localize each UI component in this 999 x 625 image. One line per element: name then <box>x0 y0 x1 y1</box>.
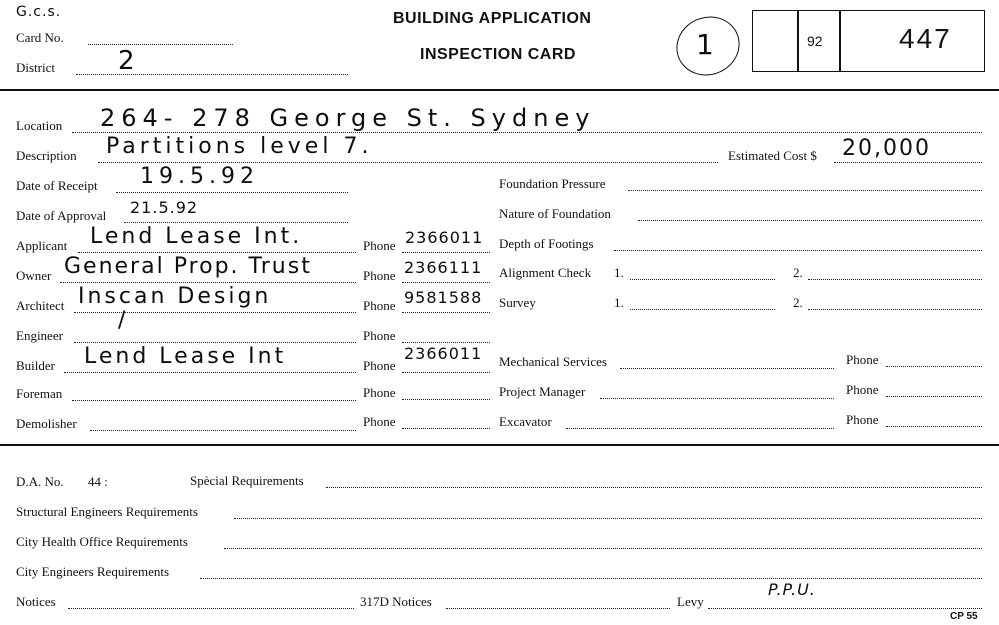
applicant-phone-value: 2366011 <box>405 228 484 247</box>
approval-value: 21.5.92 <box>130 198 199 217</box>
da-no-label: D.A. No. <box>16 474 64 489</box>
alignment-num-2: 2. <box>793 265 803 280</box>
survey-2-field[interactable] <box>808 309 982 310</box>
architect-phone-label: Phone <box>363 298 396 313</box>
alignment-check-1-field[interactable] <box>630 279 775 280</box>
engineer-label: Engineer <box>16 328 63 343</box>
card-number-box <box>752 10 985 72</box>
architect-value: Inscan Design <box>78 284 272 309</box>
structural-requirements-field[interactable] <box>234 518 982 519</box>
notices-label: Notices <box>16 594 56 609</box>
project-manager-phone-field[interactable] <box>886 396 982 397</box>
engineers-requirements-label: City Engineers Requirements <box>16 564 170 579</box>
builder-phone-field[interactable] <box>402 372 490 373</box>
levy-label: Levy <box>677 594 704 609</box>
box-divider <box>797 11 799 71</box>
survey-num-2: 2. <box>793 295 803 310</box>
excavator-label: Excavator <box>499 414 552 429</box>
applicant-phone-label: Phone <box>363 238 396 253</box>
project-manager-label: Project Manager <box>499 384 586 399</box>
form-subtitle: INSPECTION CARD <box>420 46 576 63</box>
architect-phone-value: 9581588 <box>404 288 483 307</box>
card-no-field[interactable] <box>88 44 233 45</box>
engineer-phone-label: Phone <box>363 328 396 343</box>
district-label: District <box>16 60 55 75</box>
owner-phone-label: Phone <box>363 268 396 283</box>
foreman-label: Foreman <box>16 386 63 401</box>
project-manager-field[interactable] <box>600 398 834 399</box>
builder-phone-value: 2366011 <box>404 344 483 363</box>
description-value: Partitions level 7. <box>106 134 373 159</box>
location-value: 264- 278 George St. Sydney <box>100 104 596 132</box>
engineer-value: / <box>118 308 128 333</box>
district-value: 2 <box>118 46 137 76</box>
survey-label: Survey <box>499 295 536 310</box>
da-no-value: 44 : <box>88 474 108 489</box>
estimated-cost-field[interactable] <box>834 162 982 163</box>
depth-footings-label: Depth of Footings <box>499 236 594 251</box>
excavator-field[interactable] <box>566 428 834 429</box>
alignment-check-2-field[interactable] <box>808 279 982 280</box>
mechanical-field[interactable] <box>620 368 834 369</box>
survey-num-1: 1. <box>614 295 624 310</box>
demolisher-field[interactable] <box>90 430 356 431</box>
description-label: Description <box>16 148 77 163</box>
notices-317d-label: 317D Notices <box>360 594 432 609</box>
owner-value: General Prop. Trust <box>64 254 312 279</box>
builder-value: Lend Lease Int <box>84 344 287 369</box>
owner-field[interactable] <box>60 282 356 283</box>
approval-label: Date of Approval <box>16 208 107 223</box>
engineers-requirements-field[interactable] <box>200 578 982 579</box>
architect-field[interactable] <box>74 312 356 313</box>
nature-foundation-label: Nature of Foundation <box>499 206 611 221</box>
levy-value: P.P.U. <box>768 580 816 599</box>
architect-phone-field[interactable] <box>402 312 490 313</box>
nature-foundation-field[interactable] <box>638 220 982 221</box>
excavator-phone-label: Phone <box>846 412 879 427</box>
applicant-label: Applicant <box>16 238 68 253</box>
card-no-label: Card No. <box>16 30 64 45</box>
box-divider <box>839 11 841 71</box>
form-title: BUILDING APPLICATION <box>393 10 592 27</box>
depth-footings-field[interactable] <box>614 250 982 251</box>
architect-label: Architect <box>16 298 65 313</box>
description-field[interactable] <box>98 162 718 163</box>
gcs-handwritten-note: G.c.s. <box>16 4 62 20</box>
foreman-phone-field[interactable] <box>402 399 490 400</box>
box-number: 447 <box>899 23 952 54</box>
mechanical-phone-label: Phone <box>846 352 879 367</box>
applicant-value: Lend Lease Int. <box>90 224 303 249</box>
project-manager-phone-label: Phone <box>846 382 879 397</box>
approval-field[interactable] <box>124 222 348 223</box>
receipt-label: Date of Receipt <box>16 178 98 193</box>
district-field[interactable] <box>76 74 348 75</box>
form-code: CP 55 <box>950 611 978 622</box>
excavator-phone-field[interactable] <box>886 426 982 427</box>
demolisher-phone-label: Phone <box>363 414 396 429</box>
demolisher-phone-field[interactable] <box>402 428 490 429</box>
circled-mark-value: 1 <box>696 28 716 61</box>
owner-label: Owner <box>16 268 52 283</box>
foundation-pressure-label: Foundation Pressure <box>499 176 606 191</box>
engineer-phone-field[interactable] <box>402 342 490 343</box>
levy-field[interactable] <box>708 608 982 609</box>
notices-317d-field[interactable] <box>446 608 670 609</box>
owner-phone-value: 2366111 <box>404 258 483 277</box>
notices-field[interactable] <box>68 608 354 609</box>
applicant-field[interactable] <box>78 252 356 253</box>
health-requirements-field[interactable] <box>224 548 982 549</box>
foreman-field[interactable] <box>72 400 356 401</box>
alignment-num-1: 1. <box>614 265 624 280</box>
applicant-phone-field[interactable] <box>402 252 490 253</box>
mechanical-phone-field[interactable] <box>886 366 982 367</box>
special-requirements-label: Spècial Requirements <box>190 473 304 488</box>
builder-phone-label: Phone <box>363 358 396 373</box>
estimated-cost-value: 20,000 <box>842 136 931 161</box>
builder-field[interactable] <box>64 372 356 373</box>
location-label: Location <box>16 118 63 133</box>
location-field[interactable] <box>72 132 982 133</box>
estimated-cost-label: Estimated Cost $ <box>728 148 817 163</box>
special-requirements-field[interactable] <box>326 487 982 488</box>
builder-label: Builder <box>16 358 55 373</box>
receipt-field[interactable] <box>116 192 348 193</box>
foundation-pressure-field[interactable] <box>628 190 982 191</box>
owner-phone-field[interactable] <box>402 282 490 283</box>
receipt-value: 19.5.92 <box>140 164 259 189</box>
section-rule <box>0 444 999 446</box>
structural-requirements-label: Structural Engineers Requirements <box>16 504 198 519</box>
survey-1-field[interactable] <box>630 309 775 310</box>
box-prefix: 92 <box>807 33 823 49</box>
mechanical-label: Mechanical Services <box>499 354 607 369</box>
demolisher-label: Demolisher <box>16 416 77 431</box>
health-requirements-label: City Health Office Requirements <box>16 534 188 549</box>
alignment-check-label: Alignment Check <box>499 265 592 280</box>
foreman-phone-label: Phone <box>363 385 396 400</box>
header-rule <box>0 89 999 91</box>
engineer-field[interactable] <box>74 342 356 343</box>
